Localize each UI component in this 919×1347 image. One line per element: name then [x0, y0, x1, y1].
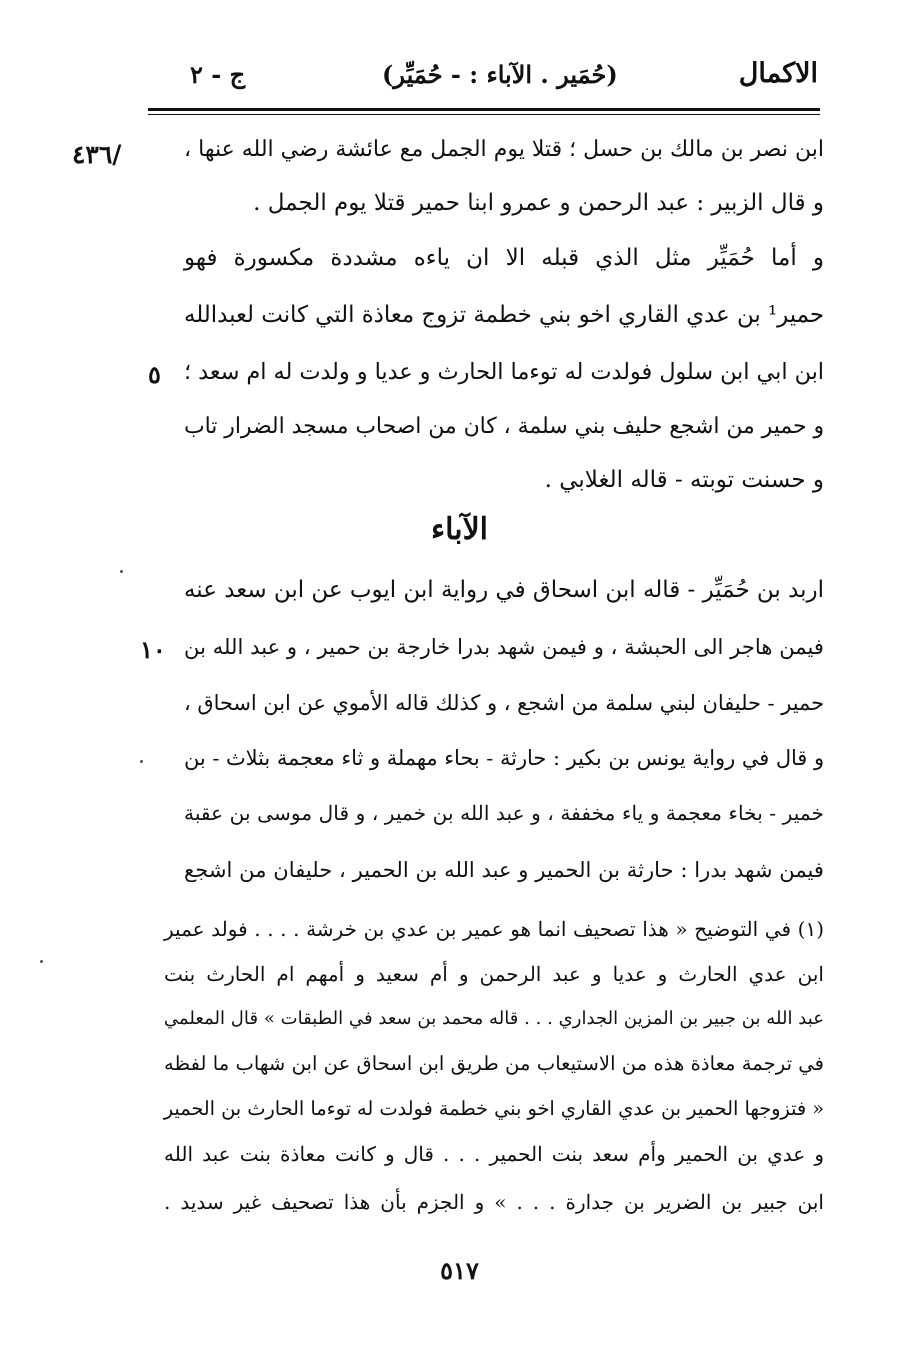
footnote-line: ابن جبير بن الضرير بن جدارة . . . » و الجزم بأن هذا تصحيف غير سديد .	[164, 1190, 824, 1214]
scan-speck	[40, 960, 43, 963]
entry-line: ابن ابي ابن سلول فولدت له توءما الحارث و عديا و ولدت له ام سعد ؛	[184, 359, 824, 385]
footnote-line: في ترجمة معاذة هذه من الاستيعاب من طريق ابن اسحاق عن ابن شهاب ما لفظه	[164, 1052, 824, 1075]
header-rule-thick	[148, 108, 820, 111]
footnote-line: عبد الله بن جبير بن المزين الجداري . . . قاله محمد بن سعد في الطبقات » قال المعلمي	[163, 1008, 824, 1029]
line-number-5: ٥	[148, 360, 161, 389]
section-line: حمير - حليفان لبني سلمة من اشجع ، و كذلك قاله الأموي عن ابن اسحاق ،	[184, 691, 824, 715]
section-heading: الآباء	[430, 512, 489, 547]
line-number-10: ١٠	[140, 635, 166, 664]
manuscript-folio-ref: ٤٣٦/	[72, 140, 122, 169]
entry-line: و حسنت توبته - قاله الغلابي .	[544, 467, 824, 493]
entry-line: و أما حُمَيِّر مثل الذي قبله الا ان ياءه مشددة مكسورة فهو	[184, 245, 824, 271]
section-line: و قال في رواية يونس بن بكير : حارثة - بحاء مهملة و ثاء معجمة بثلاث - بن	[184, 746, 824, 770]
section-line: فيمن هاجر الى الحبشة ، و فيمن شهد بدرا خارجة بن حمير ، و عبد الله بن	[184, 634, 824, 659]
volume-number: ج - ٢	[190, 60, 246, 89]
scan-speck	[140, 760, 143, 763]
footnote-line: ابن عدي الحارث و عديا و عبد الرحمن و أم سعيد و أمهم ام الحارث بنت	[164, 962, 824, 986]
entry-line: ابن نصر بن مالك بن حسل ؛ قتلا يوم الجمل مع عائشة رضي الله عنها ،	[184, 137, 824, 162]
section-range: (حُمَير . الآباء : - حُمَيِّر)	[382, 60, 618, 89]
section-line: اربد بن حُمَيِّر - قاله ابن اسحاق في رواية ابن ايوب عن ابن سعد عنه	[184, 577, 824, 603]
entry-line: و حمير من اشجع حليف بني سلمة ، كان من اصحاب مسجد الضرار تاب	[184, 414, 824, 439]
running-head	[150, 52, 818, 102]
section-line: فيمن شهد بدرا : حارثة بن الحمير و عبد الله بن الحمير ، حليفان من اشجع	[184, 857, 824, 882]
book-title: الاكمال	[738, 58, 818, 89]
scan-speck	[120, 570, 123, 573]
page-number: ٥١٧	[440, 1256, 479, 1285]
header-rule-thin	[148, 114, 820, 115]
entry-line: حمير¹ بن عدي القاري اخو بني خطمة تزوج معاذة التي كانت لعبدالله	[184, 302, 824, 328]
footnote-line: و عدي بن الحمير وأم سعد بنت الحمير . . . قال و كانت معاذة بنت عبد الله	[164, 1142, 824, 1166]
footnote-line: « فتزوجها الحمير بن عدي القاري اخو بني خطمة فولدت له توءما الحارث بن الحمير	[163, 1097, 824, 1120]
entry-line: و قال الزبير : عبد الرحمن و عمرو ابنا حمير قتلا يوم الجمل .	[253, 190, 824, 216]
section-line: خمير - بخاء معجمة و ياء مخففة ، و عبد الله بن خمير ، و قال موسى بن عقبة	[184, 801, 824, 825]
footnote-line: (١) في التوضيح « هذا تصحيف انما هو عمير بن عدي بن خرشة . . . . فولد عمير	[164, 917, 824, 941]
